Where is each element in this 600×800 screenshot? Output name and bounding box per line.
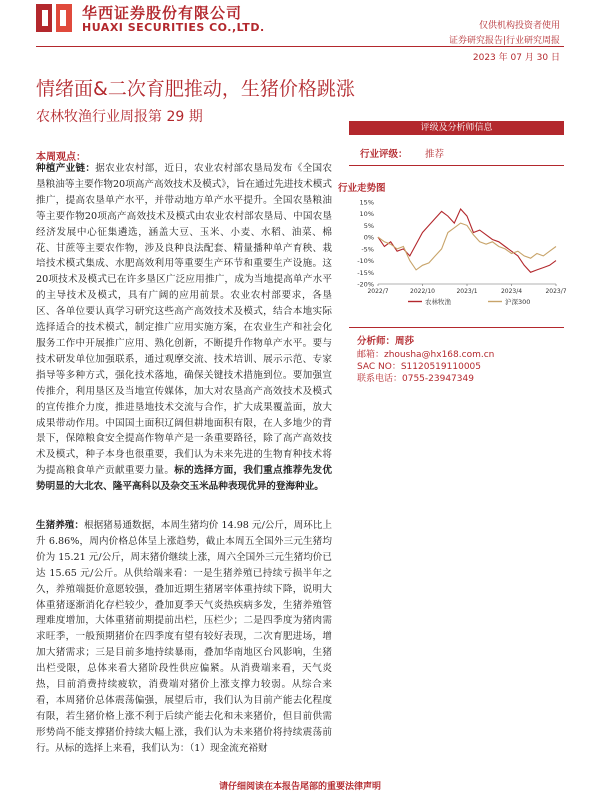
x-tick-label: 2022/10 xyxy=(410,288,435,295)
series-line-2 xyxy=(378,223,556,270)
panel-header: 评级及分析师信息 xyxy=(349,121,564,135)
planting-lead: 种植产业链： xyxy=(36,163,96,174)
x-tick-label: 2023/1 xyxy=(456,288,478,295)
y-tick-label: 10% xyxy=(359,210,374,219)
panel-divider-1 xyxy=(349,165,564,166)
trend-label: 行业走势图 xyxy=(338,183,386,194)
analyst-name: 分析师：周莎 xyxy=(357,336,415,347)
report-category: 证券研究报告|行业研究周报 xyxy=(448,36,560,46)
report-title: 情绪面&二次育肥推动，生猪价格跳涨 xyxy=(36,78,355,100)
series-line-1 xyxy=(378,209,556,272)
x-tick-label: 2023/7 xyxy=(545,288,567,295)
y-tick-label: -20% xyxy=(357,280,374,289)
rating-value: 推荐 xyxy=(425,149,445,160)
legal-notice-footer: 请仔细阅读在本报告尾部的重要法律声明 xyxy=(218,782,381,792)
planting-picks: 标的选择方面，我们重点推荐先发优势明显的大北农、隆平高科以及杂交玉米品种表现优异的登海种业。 xyxy=(36,465,333,493)
y-tick-label: -5% xyxy=(361,245,374,254)
planting-body: 据农业农村部，近日，农业农村部农垦局发布《全国农垦粮油等主要作物20项高产高效技术及模式》，旨在通过先进技术模式推广，提高农垦单产水平，并带动地方单产水平提升。全国农垦粮油等主要作物20项高产高效技术及模式由农业农村部农垦局、中国农垦经济发展中心征集遴选，涵盖大豆、玉米、小麦、水稻、油菜、棉花、甘蔗等主要农作物，涉及良种良法配套、精量播种单产育秧、栽培技术模式集成、水肥高效利用等重要生产环节和重要生产设施。这20项技术及模式已在许多垦区广泛应用推广，成为当地提高单产水平的主导技术及模式，具有广阔的应用前景。农业农村部要求，各垦区、各单位要认真学习研究这些高产高效技术及模式，结合本地实际选择适合的技术模式，制定推广应用实施方案，在农业生产和社会化服务工作中开展推广应用、熟化创新，不断提升作物单产水平。要与技术研发单位加强联系，通过观摩交流、技术培训、展示示范、专家指导等多种方式，强化技术落地，确保关键技术措施到位。要加强宣传推介，利用垦区及当地宣传媒体，加大对农垦高产高效技术及模式的宣传推介力度，推进垦地技术交流与合作，扩大成果覆盖面，放大成果带动作用。中国国土面积辽阔但耕地面积有限，在人多地少的背景下，保障粮食安全提高作物单产是一条重要路径，除了高产高效技术及模式，种子本身也很重要，我们认为未来先进的生物育种技术将为提高粮食单产贡献重要力量。 xyxy=(36,163,333,477)
planting-paragraph xyxy=(36,161,332,495)
audience-note: 仅供机构投资者使用 xyxy=(478,21,560,31)
legend-label-2: 沪深300 xyxy=(505,298,531,306)
analyst-email: 邮箱：zhousha@hx168.com.cn xyxy=(357,350,495,360)
huaxi-logo-icon xyxy=(36,2,76,34)
x-tick-label: 2022/7 xyxy=(367,288,389,295)
y-tick-label: 15% xyxy=(359,198,374,207)
panel-divider-2 xyxy=(349,327,564,328)
hog-lead: 生猪养殖： xyxy=(36,520,84,531)
section-label: 本周观点： xyxy=(36,152,86,163)
y-tick-label: 0% xyxy=(363,233,374,242)
company-name-cn: 华西证券股份有限公司 xyxy=(82,4,243,22)
industry-trend-chart xyxy=(338,198,567,320)
analyst-sac: SAC NO：S1120519110005 xyxy=(357,362,481,372)
y-tick-label: 5% xyxy=(363,221,374,230)
report-date: 2023 年 07 月 30 日 xyxy=(472,53,560,63)
analyst-phone: 联系电话：0755-23947349 xyxy=(357,374,474,384)
header-divider xyxy=(36,46,564,47)
legend-label-1: 农林牧渔 xyxy=(425,298,451,306)
report-subtitle: 农林牧渔行业周报第 29 期 xyxy=(36,109,203,125)
y-tick-label: -15% xyxy=(357,268,374,277)
company-name-en: HUAXI SECURITIES CO.,LTD. xyxy=(82,21,265,34)
hog-body: 根据猪易通数据，本周生猪均价 14.98 元/公斤，周环比上升 6.86%，周内价格总体呈上涨趋势，截止本周五全国外三元生猪均价为 15.21 元/公斤，周末猪价继续上涨，周六全国外三元生猪均价已达 15.65 元/公斤。从供给端来看：一是生猪养殖已持续亏损半年之久，养殖端挺价意愿较强，叠加近期生猪屠宰体重持续下降，说明大体重猪逐渐消化存栏较少，叠加夏季天气炎热疾病多发，生猪养殖管理难度增加，大体重猪前期提前出栏，压栏少；二是四季度为猪肉需求旺季，一般预期猪价在四季度有望有较好表现，二次育肥进场，增加大猪需求；三是目前多地持续暴雨，叠加华南地区台风影响，生猪出栏受限，总体来看大猪阶段性供应偏紧。从消费端来看，天气炎热，目前消费持续疲软，消费端对猪价上涨支撑力较弱。从综合来看，本周猪价总体震荡偏强，展望后市，我们认为目前产能去化程度有限，若生猪价格上涨不利于后续产能去化和未来猪价，但目前供需形势尚不能支撑猪价持续大幅上涨，我们认为未来猪价将持续震荡前行。从标的选择上来看，我们认为：（1）现金流充裕财 xyxy=(36,520,333,754)
y-tick-label: -10% xyxy=(357,257,374,266)
x-tick-label: 2023/4 xyxy=(500,288,523,295)
rating-label: 行业评级： xyxy=(360,149,408,160)
hog-paragraph xyxy=(36,518,333,754)
